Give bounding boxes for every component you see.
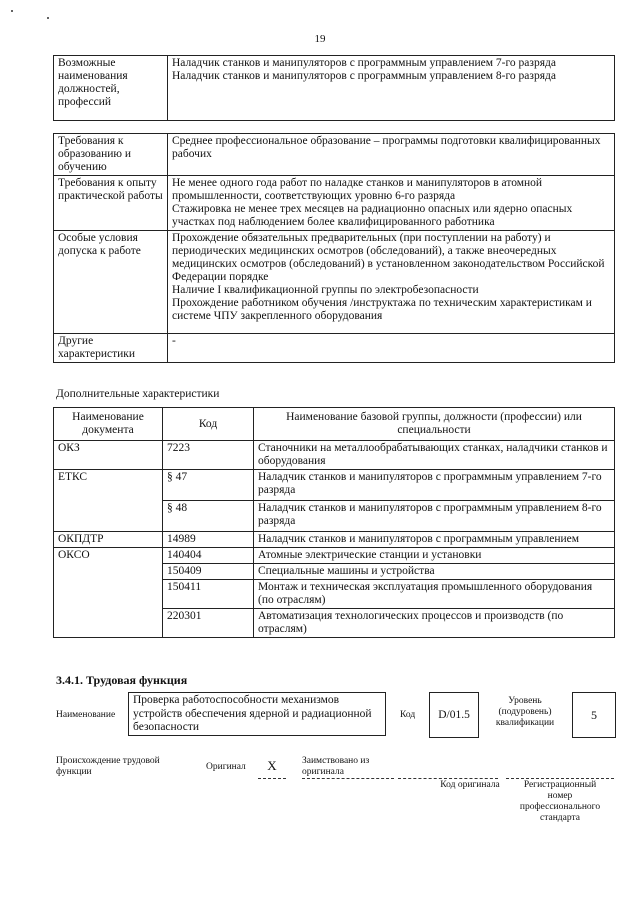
original-mark: X: [258, 756, 286, 779]
row-name: Автоматизация технологических процессов и производств (по отраслям): [254, 609, 615, 638]
row-code: § 48: [163, 501, 254, 532]
row-code: 150411: [163, 580, 254, 609]
row-name: Монтаж и техническая эксплуатация промышленного оборудования (по отраслям): [254, 580, 615, 609]
reg-number-label: Регистрационный номер профессионального стандарта: [519, 780, 601, 823]
req-experience-line: Стажировка не менее трех месяцев на радиационно опасных или ядерно опасных участках под наблюдением более квалифицированного работника: [172, 203, 573, 228]
table-row: [54, 470, 615, 501]
labor-function-title: 3.4.1. Трудовая функция: [56, 673, 188, 687]
row-code: 7223: [163, 441, 254, 470]
req-admission-label: Особые условия допуска к работе: [54, 231, 168, 334]
row-code: § 47: [163, 470, 254, 501]
row-code: 150409: [163, 564, 254, 580]
row-name: Наладчик станков и манипуляторов с программным управлением 8-го разряда: [254, 501, 615, 532]
row-code: 14989: [163, 532, 254, 548]
table-row: [54, 548, 615, 564]
origin-label: Происхождение трудовой функции: [56, 756, 160, 777]
req-admission-line: Прохождение работником обучения /инструктажа по техническим характеристикам и системе ЧПУ закрепленного оборудования: [172, 297, 592, 322]
req-experience-label: Требования к опыту практической работы: [54, 176, 168, 231]
code-original-label: Код оригинала: [440, 780, 500, 790]
additional-caption: Дополнительные характеристики: [56, 388, 220, 400]
possible-titles-table: [53, 55, 615, 121]
header-code: Код: [163, 408, 254, 441]
page-number: 19: [314, 33, 326, 45]
name-label: Наименование: [56, 710, 116, 720]
possible-title-line: Наладчик станков и манипуляторов с программным управлением 7-го разряда: [172, 57, 556, 69]
level-value: 5: [572, 692, 616, 738]
original-label: Оригинал: [206, 762, 246, 772]
header-name: Наименование базовой группы, должности (профессии) или специальности: [254, 408, 615, 441]
row-code: 220301: [163, 609, 254, 638]
row-code: 140404: [163, 548, 254, 564]
requirements-table: [53, 133, 615, 363]
header-document: Наименование документа: [54, 408, 163, 441]
row-name: Наладчик станков и манипуляторов с программным управлением 7-го разряда: [254, 470, 615, 501]
row-name: Наладчик станков и манипуляторов с программным управлением: [254, 532, 615, 548]
req-admission-line: Наличие I квалификационной группы по электробезопасности: [172, 284, 479, 296]
row-doc: ЕТКС: [54, 470, 163, 532]
possible-titles-label: Возможные наименования должностей, профессий: [54, 56, 168, 121]
additional-header-row: [54, 408, 615, 441]
possible-titles-values: [168, 56, 615, 121]
row-doc: ОКСО: [54, 548, 163, 638]
table-row: [54, 441, 615, 470]
name-value: Проверка работоспособности механизмов устройств обеспечения ядерной и радиационной безопасности: [128, 692, 386, 736]
req-admission-value: [168, 231, 615, 334]
row-name: Станочники на металлообрабатывающих станках, наладчики станков и оборудования: [254, 441, 615, 470]
req-experience-line: Не менее одного года работ по наладке станков и манипуляторов в атомной промышленности, соответствующих уровню 6-го разряда: [172, 177, 543, 202]
req-other-value: -: [168, 334, 615, 363]
level-label: Уровень (подуровень) квалификации: [495, 696, 555, 728]
req-education-value: Среднее профессиональное образование – программы подготовки квалифицированных рабочих: [168, 134, 615, 176]
scan-dot: [47, 17, 49, 19]
reg-number-field: [506, 756, 614, 779]
row-doc: ОКПДТР: [54, 532, 163, 548]
row-name: Атомные электрические станции и установки: [254, 548, 615, 564]
req-experience-value: [168, 176, 615, 231]
code-original-field: [398, 756, 498, 779]
req-other-label: Другие характеристики: [54, 334, 168, 363]
table-row: [54, 532, 615, 548]
row-doc: ОКЗ: [54, 441, 163, 470]
req-admission-line: Прохождение обязательных предварительных (при поступлении на работу) и периодических медицинских осмотров (обследований), а также внеочередных медицинских осмотров (обследований) в установленном законодательством Российской Федерации порядке: [172, 232, 605, 283]
additional-table: [53, 407, 615, 638]
row-name: Специальные машины и устройства: [254, 564, 615, 580]
scan-dot: [11, 10, 13, 12]
req-education-label: Требования к образованию и обучению: [54, 134, 168, 176]
borrowed-label: Заимствовано из оригинала: [302, 756, 394, 779]
code-label: Код: [400, 710, 416, 720]
possible-title-line: Наладчик станков и манипуляторов с программным управлением 8-го разряда: [172, 70, 556, 82]
code-value: D/01.5: [429, 692, 479, 738]
